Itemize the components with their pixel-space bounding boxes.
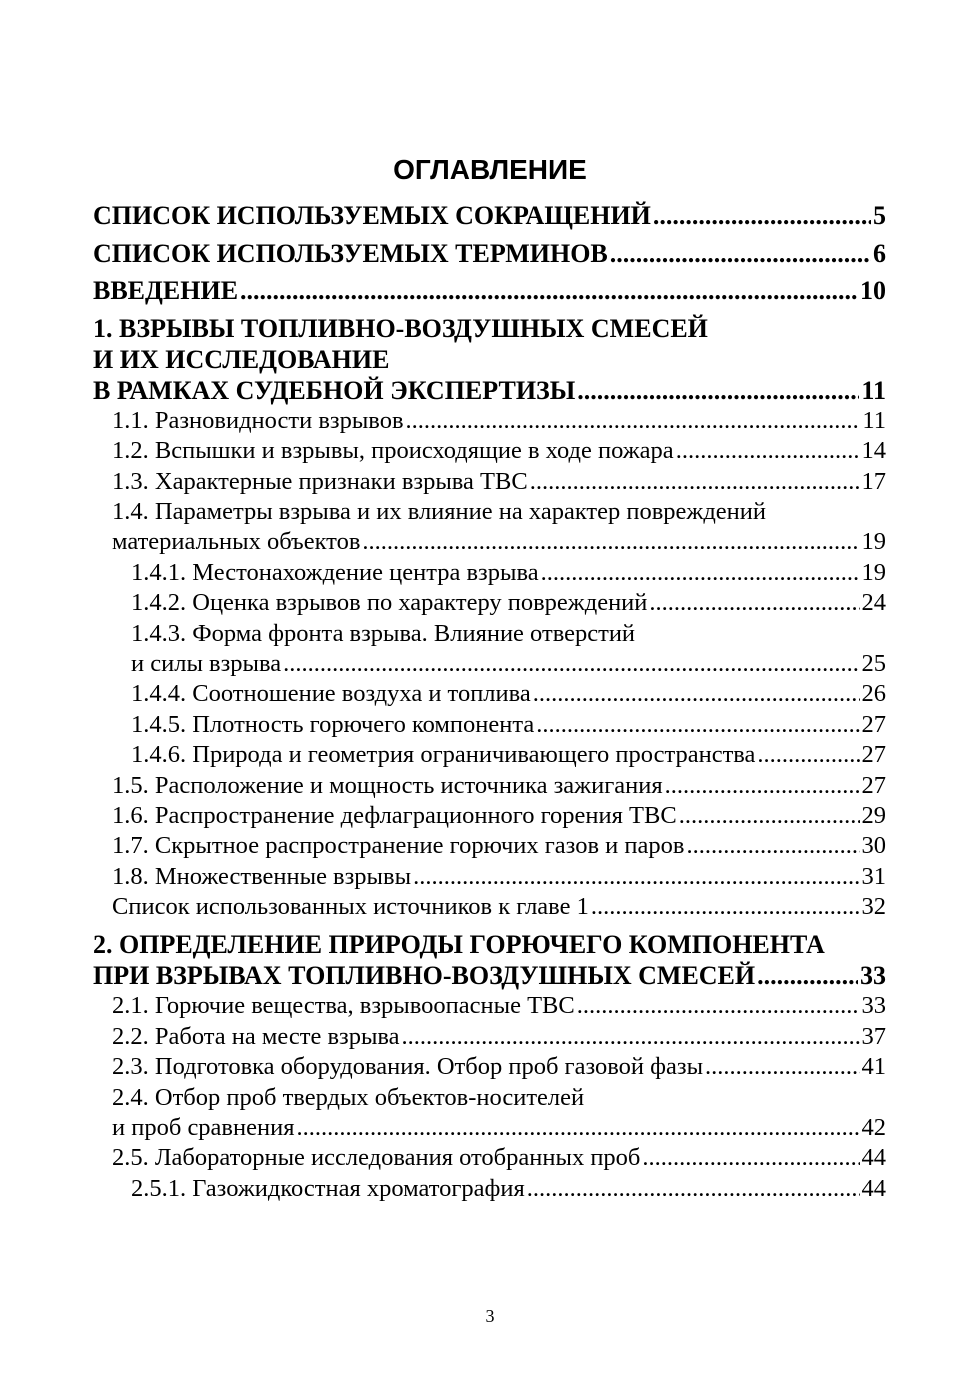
- toc-entry[interactable]: [93, 1022, 886, 1052]
- toc-entry[interactable]: [93, 313, 886, 406]
- dot-leader: [402, 1022, 860, 1052]
- toc-entry[interactable]: [93, 801, 886, 831]
- toc-entry-title: 1.2. Вспышки и взрывы, происходящие в ходе пожара: [112, 437, 674, 465]
- toc-entry-page: 27: [861, 710, 886, 738]
- dot-leader: [530, 467, 860, 497]
- toc-entry-title-line: 2.4. Отбор проб твердых объектов-носителей: [112, 1083, 585, 1111]
- toc-entry[interactable]: [93, 1143, 886, 1173]
- toc-entry[interactable]: [93, 991, 886, 1021]
- toc-entry-title: 1.3. Характерные признаки взрыва ТВС: [112, 467, 528, 495]
- toc-entry-title: ВВЕДЕНИЕ: [93, 276, 239, 306]
- toc-entry[interactable]: [93, 740, 886, 770]
- toc-entry[interactable]: [93, 436, 886, 466]
- dot-leader: [679, 801, 860, 831]
- toc-entry-page: 27: [861, 741, 886, 769]
- toc-entry-line: [112, 527, 886, 557]
- toc-entry[interactable]: [93, 588, 886, 618]
- dot-leader: [591, 892, 860, 922]
- toc-entry-title: 2.5.1. Газожидкостная хроматография: [131, 1174, 525, 1202]
- toc-entry-title: 2.3. Подготовка оборудования. Отбор проб газовой фазы: [112, 1053, 704, 1081]
- toc-entry-line: [131, 588, 886, 618]
- toc-entry-page: 6: [873, 238, 886, 268]
- dot-leader: [577, 375, 859, 406]
- dot-leader: [757, 740, 859, 770]
- toc-entry-line: [131, 558, 886, 588]
- toc-entry-line: [131, 679, 886, 709]
- dot-leader: [757, 960, 858, 991]
- toc-entry-page: 30: [861, 832, 886, 860]
- toc-entry-page: 33: [860, 961, 886, 991]
- dot-leader: [240, 275, 858, 306]
- toc-entry-title: Список использованных источников к главе 1: [112, 893, 589, 921]
- toc-entry[interactable]: [93, 831, 886, 861]
- toc-entry-page: 32: [861, 893, 886, 921]
- dot-leader: [541, 558, 860, 588]
- toc-entry-line: [112, 771, 886, 801]
- toc-entry[interactable]: [93, 929, 886, 991]
- toc-entry-page: 44: [861, 1174, 886, 1202]
- toc-entry[interactable]: [93, 619, 886, 680]
- toc-entry-page: 11: [862, 406, 886, 434]
- toc-entry-line: [93, 960, 886, 991]
- toc-entry[interactable]: [93, 679, 886, 709]
- toc-entry-page: 24: [861, 589, 886, 617]
- toc-entry-line: [112, 892, 886, 922]
- toc-entry-line: [112, 1052, 886, 1082]
- toc-entry-line: [112, 436, 886, 466]
- toc-entry-title-line: 2. ОПРЕДЕЛЕНИЕ ПРИРОДЫ ГОРЮЧЕГО КОМПОНЕНТА: [93, 930, 825, 960]
- toc-entry-title: 1.6. Распространение дефлаграционного горения ТВС: [112, 802, 677, 830]
- toc-entry-page: 26: [861, 680, 886, 708]
- toc-entry[interactable]: [93, 1083, 886, 1144]
- toc-entry-title: 1.4.1. Местонахождение центра взрыва: [131, 558, 539, 586]
- toc-entry-page: 5: [873, 201, 886, 230]
- toc-entry[interactable]: [93, 200, 886, 231]
- toc-entry-title: 1.1. Разновидности взрывов: [112, 406, 404, 434]
- dot-leader: [536, 710, 859, 740]
- toc-entry-line: [93, 238, 886, 269]
- dot-leader: [527, 1174, 860, 1204]
- toc-entry-line: [93, 275, 886, 306]
- toc-entry-line: [131, 710, 886, 740]
- toc-entry-page: 27: [861, 771, 886, 799]
- toc-entry-page: 33: [861, 992, 886, 1020]
- toc-entry-title: 2.2. Работа на месте взрыва: [112, 1022, 400, 1050]
- dot-leader: [577, 991, 860, 1021]
- dot-leader: [283, 649, 859, 679]
- toc-entry-title: 1.7. Скрытное распространение горючих газов и паров: [112, 832, 685, 860]
- toc-entry-title: материальных объектов: [112, 528, 361, 556]
- toc-entry-line: [131, 740, 886, 770]
- page-number: 3: [485, 1306, 495, 1326]
- toc-entry-line: [112, 1143, 886, 1173]
- page-title: ОГЛАВЛЕНИЕ: [393, 154, 587, 185]
- toc-entry-page: 25: [861, 650, 886, 678]
- dot-leader: [705, 1052, 859, 1082]
- dot-leader: [413, 862, 859, 892]
- dot-leader: [362, 527, 859, 557]
- toc-entry-title: 1.4.6. Природа и геометрия ограничивающего пространства: [131, 741, 756, 769]
- toc-entry[interactable]: [93, 238, 886, 269]
- dot-leader: [653, 200, 871, 231]
- dot-leader: [642, 1143, 859, 1173]
- toc-entry-title: 1.4.5. Плотность горючего компонента: [131, 710, 535, 738]
- toc-entry-page: 37: [861, 1022, 886, 1050]
- toc-entry-line: [131, 1174, 886, 1204]
- toc-entry-title: СПИСОК ИСПОЛЬЗУЕМЫХ СОКРАЩЕНИЙ: [93, 201, 651, 230]
- toc-entry-page: 10: [860, 276, 886, 306]
- toc-entry[interactable]: [93, 406, 886, 436]
- toc-entry-line: [112, 801, 886, 831]
- toc-entry[interactable]: [93, 892, 886, 922]
- toc-entry-line: [131, 649, 886, 679]
- toc-entry-line: [112, 991, 886, 1021]
- toc-entry-title: СПИСОК ИСПОЛЬЗУЕМЫХ ТЕРМИНОВ: [93, 238, 608, 268]
- toc-entry[interactable]: [93, 1052, 886, 1082]
- toc-entry-title: 2.5. Лабораторные исследования отобранных проб: [112, 1144, 641, 1172]
- toc-entry-title: В РАМКАХ СУДЕБНОЙ ЭКСПЕРТИЗЫ: [93, 375, 576, 405]
- toc-entry-line: [112, 467, 886, 497]
- toc-entry-title-line: 1. ВЗРЫВЫ ТОПЛИВНО-ВОЗДУШНЫХ СМЕСЕЙ: [93, 313, 708, 343]
- toc-entry-title: 2.1. Горючие вещества, взрывоопасные ТВС: [112, 992, 575, 1020]
- toc-entry-line: [112, 406, 886, 436]
- toc-entry-title: и проб сравнения: [112, 1113, 295, 1141]
- dot-leader: [296, 1113, 859, 1143]
- toc-entry-page: 29: [861, 802, 886, 830]
- toc-entry-line: [93, 375, 886, 406]
- toc-entry[interactable]: [93, 771, 886, 801]
- toc-entry-page: 17: [861, 467, 886, 495]
- toc-entry-line: [93, 200, 886, 231]
- dot-leader: [665, 771, 860, 801]
- toc-entry-title: 1.5. Расположение и мощность источника зажигания: [112, 771, 663, 799]
- dot-leader: [649, 588, 859, 618]
- table-of-contents: [93, 200, 886, 1204]
- toc-entry[interactable]: [93, 1174, 886, 1204]
- toc-entry[interactable]: [93, 275, 886, 306]
- toc-entry-page: 11: [861, 375, 886, 405]
- toc-entry-line: [112, 1022, 886, 1052]
- toc-entry-title: 1.4.2. Оценка взрывов по характеру повреждений: [131, 589, 648, 617]
- toc-entry-title-line: И ИХ ИССЛЕДОВАНИЕ: [93, 344, 390, 374]
- toc-entry[interactable]: [93, 497, 886, 558]
- toc-entry-page: 19: [861, 528, 886, 556]
- toc-entry-page: 41: [861, 1053, 886, 1081]
- dot-leader: [406, 406, 861, 436]
- toc-entry[interactable]: [93, 558, 886, 588]
- toc-entry-line: [112, 831, 886, 861]
- toc-entry-title-line: 1.4. Параметры взрыва и их влияние на характер повреждений: [112, 498, 767, 525]
- dot-leader: [610, 238, 871, 269]
- toc-entry-page: 42: [861, 1113, 886, 1141]
- toc-entry[interactable]: [93, 862, 886, 892]
- toc-entry-page: 44: [861, 1144, 886, 1172]
- dot-leader: [533, 679, 860, 709]
- dot-leader: [686, 831, 859, 861]
- toc-entry-title: 1.4.4. Соотношение воздуха и топлива: [131, 680, 531, 708]
- toc-entry-title: ПРИ ВЗРЫВАХ ТОПЛИВНО-ВОЗДУШНЫХ СМЕСЕЙ: [93, 961, 756, 991]
- toc-entry-title: 1.8. Множественные взрывы: [112, 862, 412, 890]
- toc-entry-line: [112, 1113, 886, 1143]
- toc-entry-page: 31: [861, 862, 886, 890]
- toc-entry[interactable]: [93, 710, 886, 740]
- toc-entry-page: 19: [861, 558, 886, 586]
- toc-entry-title-line: 1.4.3. Форма фронта взрыва. Влияние отверстий: [131, 619, 636, 647]
- toc-entry-line: [112, 862, 886, 892]
- toc-entry[interactable]: [93, 467, 886, 497]
- toc-entry-title: и силы взрыва: [131, 650, 282, 678]
- toc-entry-page: 14: [861, 437, 886, 465]
- dot-leader: [676, 436, 860, 466]
